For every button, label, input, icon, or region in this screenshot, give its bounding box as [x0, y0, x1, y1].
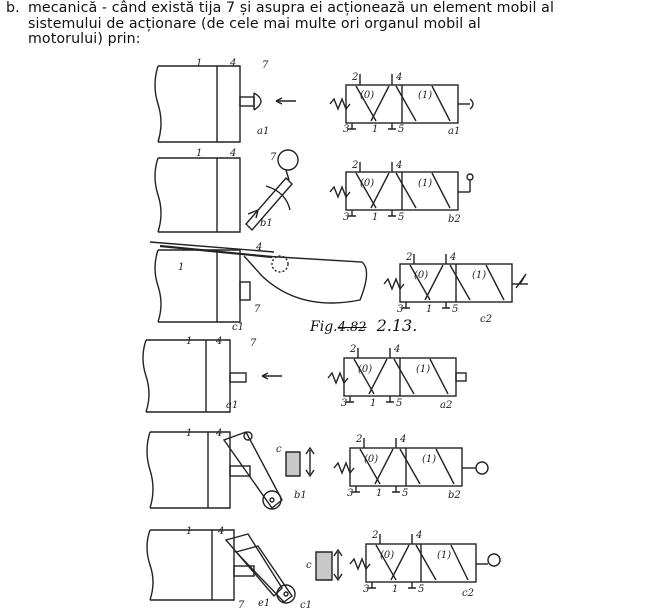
caption-struck-number: 4.82	[337, 320, 367, 335]
figure-caption	[310, 316, 417, 335]
label-7: 7	[238, 600, 245, 611]
state-1: (1)	[418, 90, 433, 101]
label-e1: e1	[258, 598, 271, 609]
sub-label: a2	[440, 400, 453, 411]
sub-label: b2	[448, 214, 461, 225]
list-marker: b.	[6, 0, 20, 16]
port-3: 3	[343, 124, 350, 135]
port-4: 4	[394, 344, 401, 355]
state-1: (1)	[416, 364, 431, 375]
label-4: 4	[256, 242, 263, 253]
port-2: 2	[350, 344, 357, 355]
port-1: 1	[370, 398, 377, 409]
port-3: 3	[397, 304, 404, 315]
port-2: 2	[356, 434, 363, 445]
label-1: 1	[196, 58, 203, 69]
port-1: 1	[372, 212, 379, 223]
valve-symbol-4	[328, 348, 466, 402]
port-5: 5	[418, 584, 425, 595]
caption-prefix: Fig.	[310, 319, 338, 335]
port-5: 5	[398, 212, 405, 223]
label-7: 7	[250, 338, 257, 349]
cylinder-lever	[155, 150, 298, 232]
sub-label: b2	[448, 490, 461, 501]
sub-label: a1	[257, 126, 270, 137]
sub-label: c2	[462, 588, 474, 599]
valve-symbol-5	[334, 438, 488, 492]
label-c: c	[306, 560, 312, 571]
port-5: 5	[452, 304, 459, 315]
label-4: 4	[218, 526, 225, 537]
port-3: 3	[363, 584, 370, 595]
cylinder-articulated-roller	[147, 530, 342, 603]
label-1: 1	[196, 148, 203, 159]
paragraph-line-2: sistemului de acționare (de cele mai multe ori organul mobil al	[28, 15, 481, 32]
label-4: 4	[216, 336, 223, 347]
state-0: (0)	[414, 270, 429, 281]
port-5: 5	[396, 398, 403, 409]
port-2: 2	[406, 252, 413, 263]
port-4: 4	[400, 434, 407, 445]
state-1: (1)	[422, 454, 437, 465]
sub-label: c1	[232, 322, 244, 333]
port-2: 2	[352, 72, 359, 83]
state-0: (0)	[380, 550, 395, 561]
port-2: 2	[352, 160, 359, 171]
state-0: (0)	[360, 90, 375, 101]
port-4: 4	[450, 252, 457, 263]
cylinder-push-button	[155, 66, 296, 142]
label-1: 1	[186, 336, 193, 347]
state-0: (0)	[360, 178, 375, 189]
sub-label: c1	[300, 600, 312, 611]
valve-symbol-6	[350, 534, 500, 588]
port-1: 1	[426, 304, 433, 315]
sub-label: b1	[294, 490, 307, 501]
paragraph-line-3: motorului) prin:	[28, 31, 141, 48]
port-2: 2	[372, 530, 379, 541]
state-1: (1)	[437, 550, 452, 561]
port-3: 3	[343, 212, 350, 223]
sub-label: b1	[260, 218, 273, 229]
port-1: 1	[392, 584, 399, 595]
label-4: 4	[216, 428, 223, 439]
cylinder-plunger	[143, 340, 282, 412]
label-7: 7	[254, 304, 261, 315]
port-1: 1	[372, 124, 379, 135]
label-1: 1	[186, 428, 193, 439]
port-4: 4	[396, 160, 403, 171]
caption-number: 2.13.	[376, 316, 418, 335]
port-4: 4	[396, 72, 403, 83]
sub-label: a1	[226, 400, 239, 411]
port-1: 1	[376, 488, 383, 499]
port-5: 5	[398, 124, 405, 135]
state-0: (0)	[358, 364, 373, 375]
state-0: (0)	[364, 454, 379, 465]
sub-label: a1	[448, 126, 461, 137]
state-1: (1)	[418, 178, 433, 189]
label-4: 4	[230, 58, 237, 69]
port-3: 3	[347, 488, 354, 499]
label-1: 1	[186, 526, 193, 537]
label-7: 7	[270, 152, 277, 163]
label-7: 7	[262, 60, 269, 71]
label-1: 1	[178, 262, 185, 273]
port-3: 3	[341, 398, 348, 409]
sub-label: c2	[480, 314, 492, 325]
port-4: 4	[416, 530, 423, 541]
cylinder-roller-lever	[147, 432, 314, 509]
port-5: 5	[402, 488, 409, 499]
paragraph-line-1: mecanică - când există tija 7 și asupra ei acționează un element mobil al	[28, 0, 555, 16]
label-c: c	[276, 444, 282, 455]
state-1: (1)	[472, 270, 487, 281]
label-4: 4	[230, 148, 237, 159]
